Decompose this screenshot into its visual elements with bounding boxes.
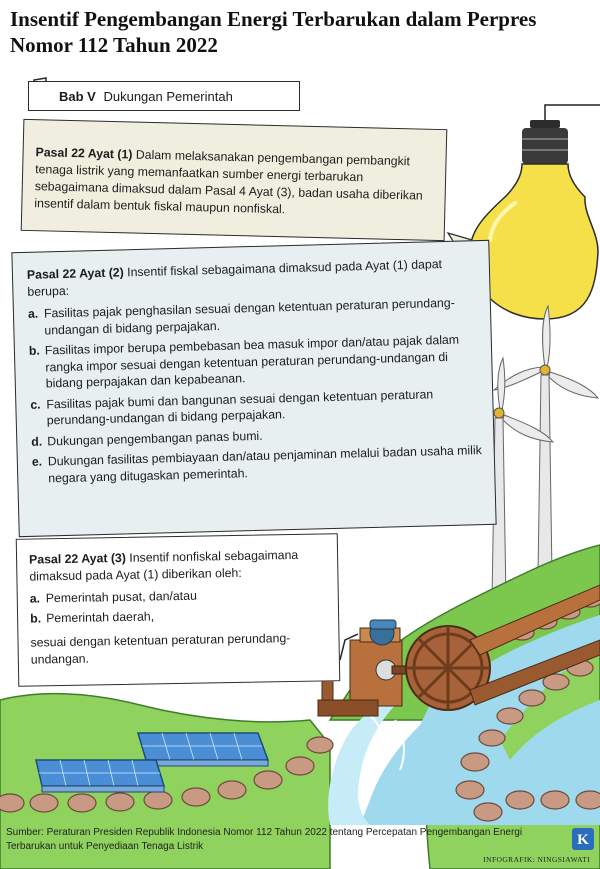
chapter-number: Bab V bbox=[59, 89, 96, 104]
pasal-1-card bbox=[21, 119, 448, 241]
item-text: Dukungan fasilitas pembiayaan dan/atau penjaminan melalui badan usaha milik negara yang ditugaskan pemerintah. bbox=[47, 443, 482, 485]
fiscal-incentive-list bbox=[28, 294, 485, 487]
pasal-3-heading: Pasal 22 Ayat (3) bbox=[28, 550, 127, 567]
source-note: Sumber: Peraturan Presiden Republik Indonesia Nomor 112 Tahun 2022 tentang Percepatan Pengembangan Energi Terbarukan untuk Penyediaan Tenaga Listrik bbox=[6, 827, 523, 852]
pasal-1-heading: Pasal 22 Ayat (1) bbox=[35, 145, 133, 162]
pasal-3-card bbox=[16, 533, 341, 687]
list-item bbox=[30, 605, 328, 627]
item-text: Fasilitas pajak penghasilan sesuai dengan ketentuan peraturan perundang-undangan di bidang perpajakan. bbox=[43, 295, 455, 337]
item-letter: a. bbox=[27, 306, 39, 321]
item-letter: b. bbox=[28, 343, 41, 358]
nonfiscal-incentive-list bbox=[30, 585, 329, 626]
item-text: Fasilitas impor berupa pembebasan bea masuk impor dan/atau pajak dalam rangka impor sesuai dengan ketentuan peraturan perundang-undangan di bidang perpajakan dan kepabeanan. bbox=[44, 332, 460, 391]
item-text: Pemerintah daerah, bbox=[45, 608, 155, 625]
pasal-2-intro: Insentif fiskal sebagaimana dimaksud pada Ayat (1) dapat berupa: bbox=[27, 257, 443, 299]
kompas-logo-icon bbox=[572, 828, 594, 850]
chapter-name: Dukungan Pemerintah bbox=[103, 89, 233, 104]
chapter-label bbox=[28, 81, 300, 111]
list-item bbox=[32, 442, 485, 487]
pasal-2-card bbox=[11, 240, 496, 537]
pasal-3-intro: Insentif nonfiskal sebagaimana dimaksud pada Ayat (1) diberikan oleh: bbox=[29, 547, 299, 584]
item-letter: d. bbox=[31, 434, 43, 449]
item-text: Fasilitas pajak bumi dan bangunan sesuai dengan ketentuan peraturan perundang-undangan di bidang perpajakan. bbox=[46, 386, 434, 428]
logo-letter: K bbox=[577, 832, 589, 848]
list-item bbox=[30, 585, 328, 607]
item-letter: c. bbox=[30, 397, 41, 412]
item-text: Dukungan pengembangan panas bumi. bbox=[47, 428, 263, 448]
pasal-3-closing: sesuai dengan ketentuan peraturan perundang-undangan. bbox=[30, 631, 291, 667]
item-letter: a. bbox=[29, 591, 41, 606]
item-text: Pemerintah pusat, dan/atau bbox=[45, 588, 197, 606]
pasal-1-text: Dalam melaksanakan pengembangan pembangkit tenaga listrik yang memanfaatkan sumber energi terbarukan sebagaimana dimaksud dalam Pasal 4 Ayat (3), badan usaha diberikan insentif dalam bentuk fiskal maupun nonfiskal. bbox=[34, 147, 423, 217]
credit: INFOGRAFIK: NINGSIAWATI bbox=[483, 855, 590, 864]
item-letter: e. bbox=[31, 454, 43, 469]
item-letter: b. bbox=[29, 610, 42, 626]
page-title: Insentif Pengembangan Energi Terbarukan dalam Perpres Nomor 112 Tahun 2022 bbox=[10, 7, 537, 57]
pasal-2-heading: Pasal 22 Ayat (2) bbox=[26, 265, 124, 282]
list-item bbox=[29, 331, 482, 392]
